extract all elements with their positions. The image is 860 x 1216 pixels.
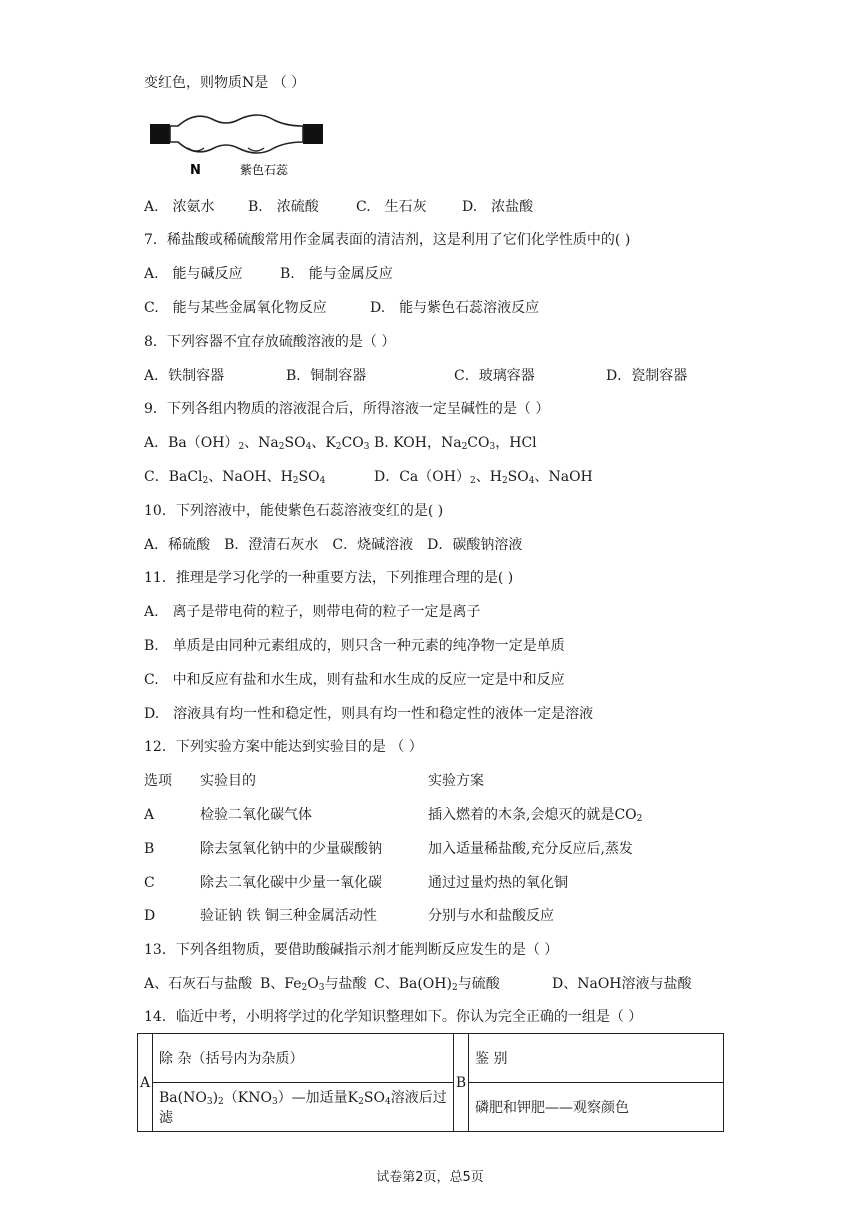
q12-row-option: C (144, 875, 155, 891)
q12-row-goal: 除去二氧化碳中少量一氧化碳 (200, 875, 382, 891)
q11-stem: 11．推理是学习化学的一种重要方法，下列推理合理的是( ) (144, 570, 514, 586)
right-stopper (303, 124, 323, 144)
q8-stem: 8．下列容器不宜存放硫酸溶液的是（ ） (144, 334, 396, 350)
q12-row-option: B (144, 841, 155, 857)
q12-header-goal: 实验目的 (200, 773, 256, 789)
q12-row-plan: 通过过量灼热的氧化铜 (428, 875, 568, 891)
q14-cell-a-content: $Ba(NO_3)_2(KNO_3)—$加适量$K_2SO_4$溶液后过滤 (153, 1083, 454, 1132)
q6-option-c: C. 生石灰 (356, 199, 427, 215)
q13-stem: 13．下列各组物质，要借助酸碱指示剂才能判断反应发生的是（ ） (144, 942, 559, 958)
q11-option-d: D. 溶液具有均一性和稳定性，则具有均一性和稳定性的液体一定是溶液 (144, 706, 594, 722)
q8-option-c: C．玻璃容器 (454, 368, 535, 384)
q14-stem: 14．临近中考，小明将学过的化学知识整理如下。你认为完全正确的一组是（ ） (144, 1009, 643, 1025)
q10-stem: 10．下列溶液中，能使紫色石蕊溶液变红的是( ) (144, 503, 444, 519)
q12-header-option: 选项 (144, 773, 172, 789)
q11-option-b: B. 单质是由同种元素组成的，则只含一种元素的纯净物一定是单质 (144, 638, 565, 654)
q8-option-b: B．铜制容器 (286, 368, 367, 384)
q8-option-a: A．铁制容器 (144, 368, 225, 384)
q12-row-plan: 分别与水和盐酸反应 (428, 908, 554, 924)
q11-option-a: A. 离子是带电荷的粒子，则带电荷的粒子一定是离子 (144, 604, 481, 620)
glass-tube (170, 115, 303, 153)
q9-stem: 9．下列各组内物质的溶液混合后，所得溶液一定呈碱性的是（ ） (144, 401, 550, 417)
q13-option-c: C、$Ba(OH)_2$与硫酸 (374, 976, 500, 993)
q7-option-a: A. 能与碱反应 (144, 266, 243, 282)
figure-label-litmus: 紫色石蕊 (240, 163, 289, 177)
q12-row-option: A (144, 807, 155, 823)
q12-stem: 12．下列实验方案中能达到实验目的是 （ ） (144, 739, 423, 755)
q14-cell-a-title: 除 杂（括号内为杂质） (153, 1034, 454, 1083)
q7-option-b: B. 能与金属反应 (280, 266, 393, 282)
q10-options: A．稀硫酸 B．澄清石灰水 C．烧碱溶液 D．碳酸钠溶液 (144, 537, 523, 553)
q14-cell-a-label: A (138, 1034, 153, 1132)
apparatus-figure (148, 108, 324, 180)
q12-row-goal: 验证钠 铁 铜三种金属活动性 (200, 908, 377, 924)
q14-cell-b-content: 磷肥和钾肥——观察颜色 (469, 1083, 724, 1132)
q9-option-b: B. KOH，$Na_2CO_3$，HCl (374, 435, 537, 452)
q6-option-a: A. 浓氨水 (144, 199, 215, 215)
q11-option-c: C. 中和反应有盐和水生成，则有盐和水生成的反应一定是中和反应 (144, 672, 565, 688)
q9-option-c: C．BaCl$_2$、NaOH、$H_2SO_4$ (144, 469, 326, 486)
q6-option-b: B. 浓硫酸 (248, 199, 319, 215)
q12-row-plan: 加入适量稀盐酸,充分反应后,蒸发 (428, 841, 633, 857)
q7-option-d: D. 能与紫色石蕊溶液反应 (370, 300, 540, 316)
q6-stem-tail: 变红色，则物质N是 （ ） (144, 75, 306, 91)
q13-option-a: A、石灰石与盐酸 (144, 976, 253, 992)
q14-cell-b-label: B (454, 1034, 469, 1132)
q12-header-plan: 实验方案 (428, 773, 484, 789)
q8-option-d: D．瓷制容器 (606, 368, 688, 384)
left-stopper (150, 124, 170, 144)
q13-option-d: D、NaOH溶液与盐酸 (552, 976, 692, 992)
q14-table (137, 1033, 724, 1132)
page-footer: 试卷第2页，总5页 (376, 1170, 484, 1185)
q12-row-plan: 插入燃着的木条,会熄灭的就是$CO_2$ (428, 807, 643, 824)
q6-option-d: D. 浓盐酸 (462, 199, 534, 215)
q7-stem: 7．稀盐酸或稀硫酸常用作金属表面的清洁剂，这是利用了它们化学性质中的( ) (144, 232, 631, 248)
figure-label-n: N (190, 163, 201, 178)
q13-option-b: B、$Fe_2O_3$与盐酸 (260, 976, 367, 993)
q12-row-goal: 检验二氧化碳气体 (200, 807, 312, 823)
q14-cell-b-title: 鉴 别 (469, 1034, 724, 1083)
q9-option-a: A．$Ba(OH)_2$、$Na_2SO_4$、$K_2CO_3$ (144, 435, 370, 452)
q12-row-option: D (144, 908, 156, 924)
q7-option-c: C. 能与某些金属氧化物反应 (144, 300, 327, 316)
q9-option-d: D．$Ca(OH)_2$、$H_2SO_4$、NaOH (374, 469, 593, 486)
q12-row-goal: 除去氢氧化钠中的少量碳酸钠 (200, 841, 382, 857)
